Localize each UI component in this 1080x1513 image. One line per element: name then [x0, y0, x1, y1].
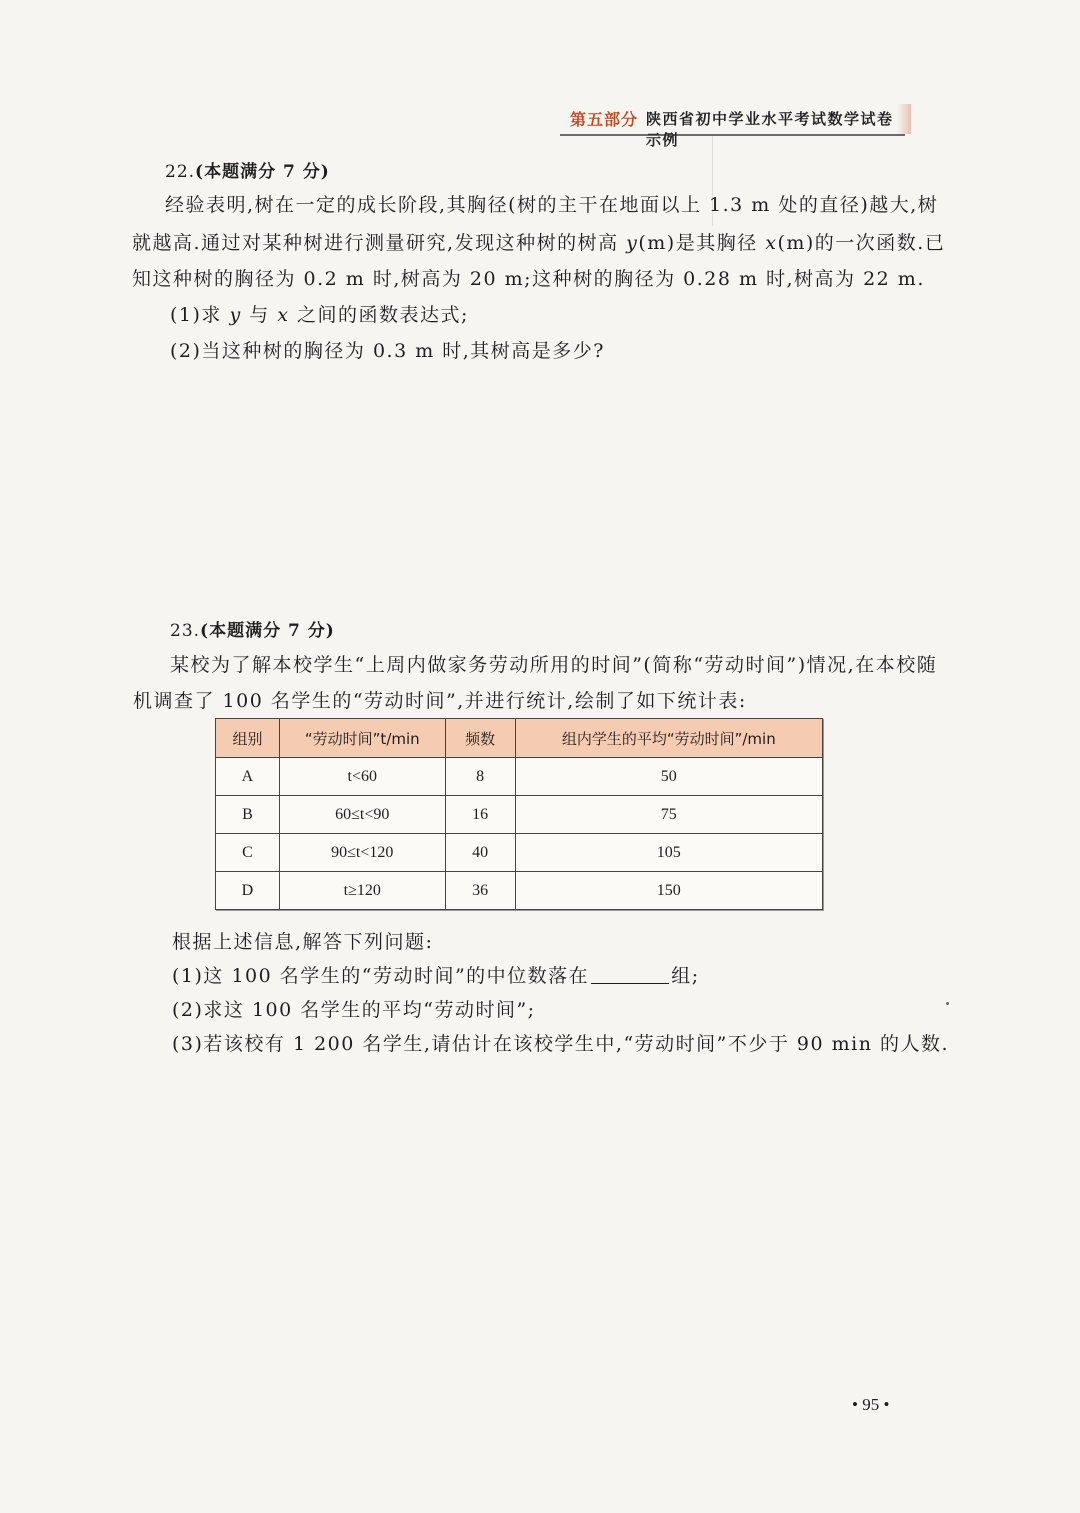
- header-labor-time: “劳动时间”t/min: [279, 719, 445, 758]
- cell-frequency: 40: [445, 834, 515, 872]
- cell-average: 105: [515, 834, 822, 872]
- q22-sub-1b: 与: [241, 304, 278, 326]
- table-row: [216, 758, 823, 796]
- header-frequency: 频数: [445, 719, 515, 758]
- q22-number: 22.: [165, 162, 196, 182]
- q23-sub-1: [172, 961, 700, 988]
- running-header: [560, 104, 905, 149]
- q23-heading: [170, 616, 335, 641]
- q23-number: 23.: [170, 621, 201, 641]
- q22-var-y: y: [626, 232, 639, 254]
- cell-group: A: [216, 758, 280, 796]
- q23-sub-2: (2)求这 100 名学生的平均“劳动时间”;: [172, 999, 536, 1021]
- stats-table: [215, 718, 823, 910]
- q22-var-x: x: [765, 232, 778, 254]
- q23-score: (本题满分 7 分): [200, 621, 335, 641]
- header-part-label: 第五部分: [570, 110, 639, 129]
- q22-sub-1-var-y: y: [229, 304, 242, 326]
- q23-line-2: 机调查了 100 名学生的“劳动时间”,并进行统计,绘制了如下统计表:: [133, 690, 747, 712]
- header-average-time: 组内学生的平均“劳动时间”/min: [515, 719, 822, 758]
- q22-sub-1-var-x: x: [277, 304, 290, 326]
- cell-group: C: [216, 834, 280, 872]
- stats-table-header-row: [216, 719, 823, 758]
- cell-range: 60≤t<90: [279, 796, 445, 834]
- cell-frequency: 36: [445, 872, 515, 910]
- header-title: 陕西省初中学业水平考试数学试卷示例: [646, 110, 894, 149]
- cell-group: D: [216, 872, 280, 910]
- cell-range: t≥120: [279, 872, 445, 910]
- q23-sub-3: (3)若该校有 1 200 名学生,请估计在该校学生中,“劳动时间”不少于 90 min 的人数.: [172, 1033, 950, 1055]
- header-group: 组别: [216, 719, 280, 758]
- cell-frequency: 16: [445, 796, 515, 834]
- q22-line-2c: (m)的一次函数.已: [777, 232, 946, 254]
- cell-frequency: 8: [445, 758, 515, 796]
- q22-sub-1a: (1)求: [170, 304, 230, 326]
- cell-range: t<60: [279, 758, 445, 796]
- q22-line-2: [132, 228, 945, 255]
- q23-sub-1a: (1)这 100 名学生的“劳动时间”的中位数落在: [172, 965, 590, 987]
- q22-line-1: 经验表明,树在一定的成长阶段,其胸径(树的主干在地面以上 1.3 m 处的直径)越大,树: [165, 194, 939, 216]
- cell-range: 90≤t<120: [279, 834, 445, 872]
- q23-sub-1b: 组;: [671, 965, 700, 987]
- answer-blank: [591, 983, 669, 984]
- cell-group: B: [216, 796, 280, 834]
- table-row: [216, 834, 823, 872]
- q23-line-1: 某校为了解本校学生“上周内做家务劳动所用的时间”(简称“劳动时间”)情况,在本校随: [170, 654, 938, 676]
- cell-average: 75: [515, 796, 822, 834]
- table-row: [216, 796, 823, 834]
- q22-line-2a: 就越高.通过对某种树进行测量研究,发现这种树的树高: [132, 232, 627, 254]
- q23-intro: 根据上述信息,解答下列问题:: [172, 931, 434, 953]
- q22-score: (本题满分 7 分): [195, 162, 330, 182]
- q22-sub-2: (2)当这种树的胸径为 0.3 m 时,其树高是多少?: [170, 340, 605, 362]
- scan-speck: [946, 1002, 949, 1005]
- page-number: • 95 •: [852, 1395, 890, 1414]
- q22-line-3: 知这种树的胸径为 0.2 m 时,树高为 20 m;这种树的胸径为 0.28 m 时,树高为 22 m.: [132, 268, 925, 290]
- cell-average: 50: [515, 758, 822, 796]
- table-row: [216, 872, 823, 910]
- q22-line-2b: (m)是其胸径: [638, 232, 766, 254]
- q22-sub-1c: 之间的函数表达式;: [289, 304, 469, 326]
- q22-sub-1: [170, 300, 469, 327]
- q22-heading: [165, 157, 330, 182]
- cell-average: 150: [515, 872, 822, 910]
- header-edge-decoration: [897, 104, 911, 134]
